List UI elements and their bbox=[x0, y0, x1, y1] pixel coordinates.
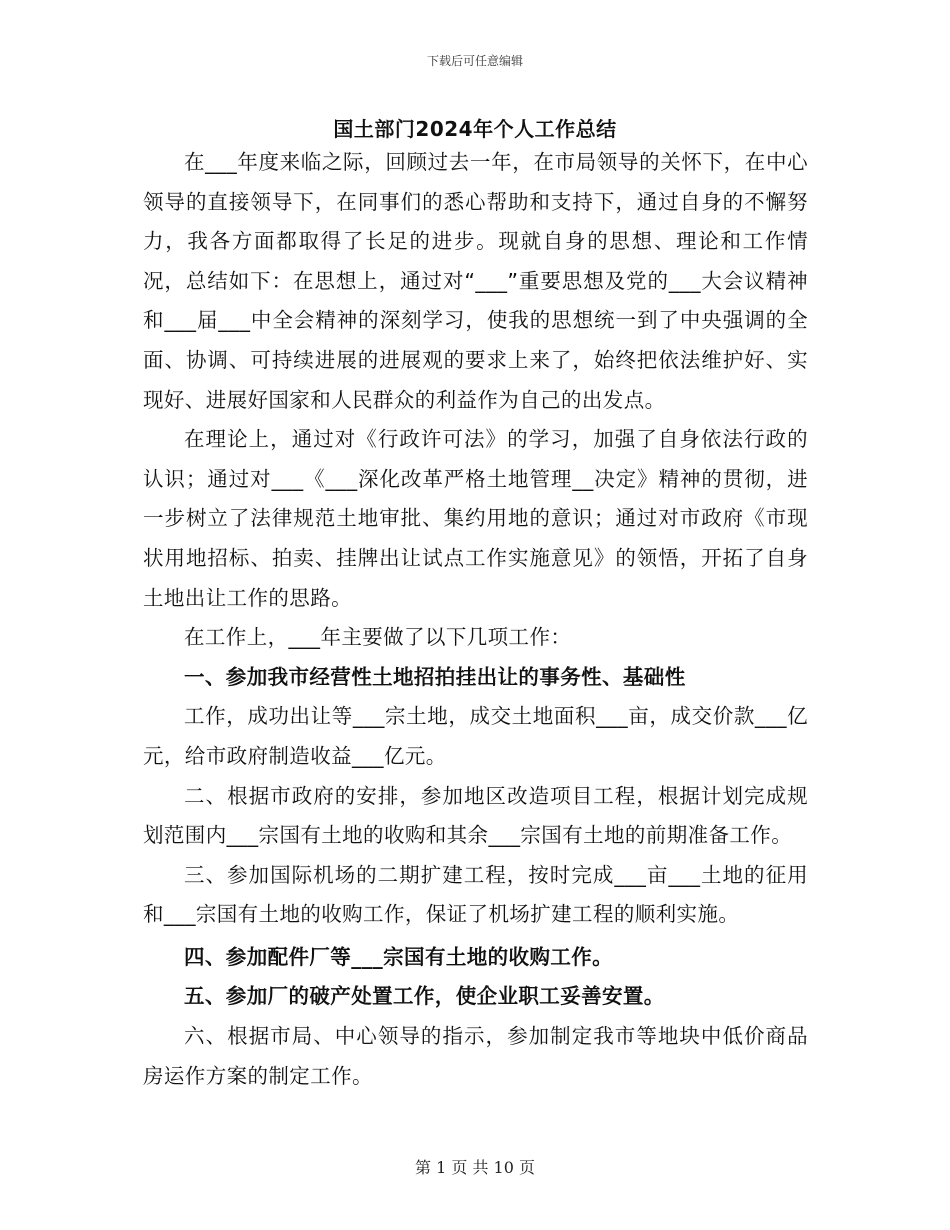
document-title: 国土部门2024年个人工作总结 bbox=[333, 117, 617, 141]
paragraph-item-6: 六、根据市局、中心领导的指示，参加制定我市等地块中低价商品房运作方案的制定工作。 bbox=[143, 1024, 808, 1088]
paragraph-item-1-body: 工作，成功出让等___宗土地，成交土地面积___亩，成交价款___亿元，给市政府制造收益___亿元。 bbox=[143, 704, 808, 768]
paragraph-item-5: 五、参加厂的破产处置工作，使企业职工妥善安置。 bbox=[184, 984, 665, 1009]
paragraph-intro: 在___年度来临之际，回顾过去一年，在市局领导的关怀下，在中心领导的直接领导下，在同事们的悉心帮助和支持下，通过自身的不懈努力，我各方面都取得了长足的进步。现就自身的思想、理论和工作情况，总结如下：在思想上，通过对“___”重要思想及党的___大会议精神和___届___中全会精神的深刻学习，使我的思想统一到了中央强调的全面、协调、可持续进展的进展观的要求上来了，始终把依法维护好、实现好、进展好国家和人民群众的利益作为自己的出发点。 bbox=[143, 150, 808, 412]
paragraph-item-4: 四、参加配件厂等___宗国有土地的收购工作。 bbox=[184, 944, 614, 969]
document-body bbox=[143, 143, 808, 1096]
paragraph-item-3: 三、参加国际机场的二期扩建工程，按时完成___亩___土地的征用和___宗国有土地的收购工作，保证了机场扩建工程的顺利实施。 bbox=[143, 862, 808, 927]
page-footer-pagination: 第 1 页 共 10 页 bbox=[415, 1158, 535, 1177]
paragraph-item-2: 二、根据市政府的安排，参加地区改造项目工程，根据计划完成规划范围内___宗国有土地的收购和其余___宗国有土地的前期准备工作。 bbox=[143, 783, 808, 848]
paragraph-work-intro: 在工作上，___年主要做了以下几项工作： bbox=[184, 625, 572, 650]
paragraph-theory: 在理论上，通过对《行政许可法》的学习，加强了自身依法行政的认识；通过对___《___深化改革严格土地管理__决定》精神的贯彻，进一步树立了法律规范土地审批、集约用地的意识；通过对市政府《市现状用地招标、拍卖、挂牌出让试点工作实施意见》的领悟，开拓了自身土地出让工作的思路。 bbox=[143, 427, 808, 610]
paragraph-item-1-heading: 一、参加我市经营性土地招拍挂出让的事务性、基础性 bbox=[184, 664, 686, 689]
page-header-note: 下载后可任意编辑 bbox=[426, 54, 523, 68]
